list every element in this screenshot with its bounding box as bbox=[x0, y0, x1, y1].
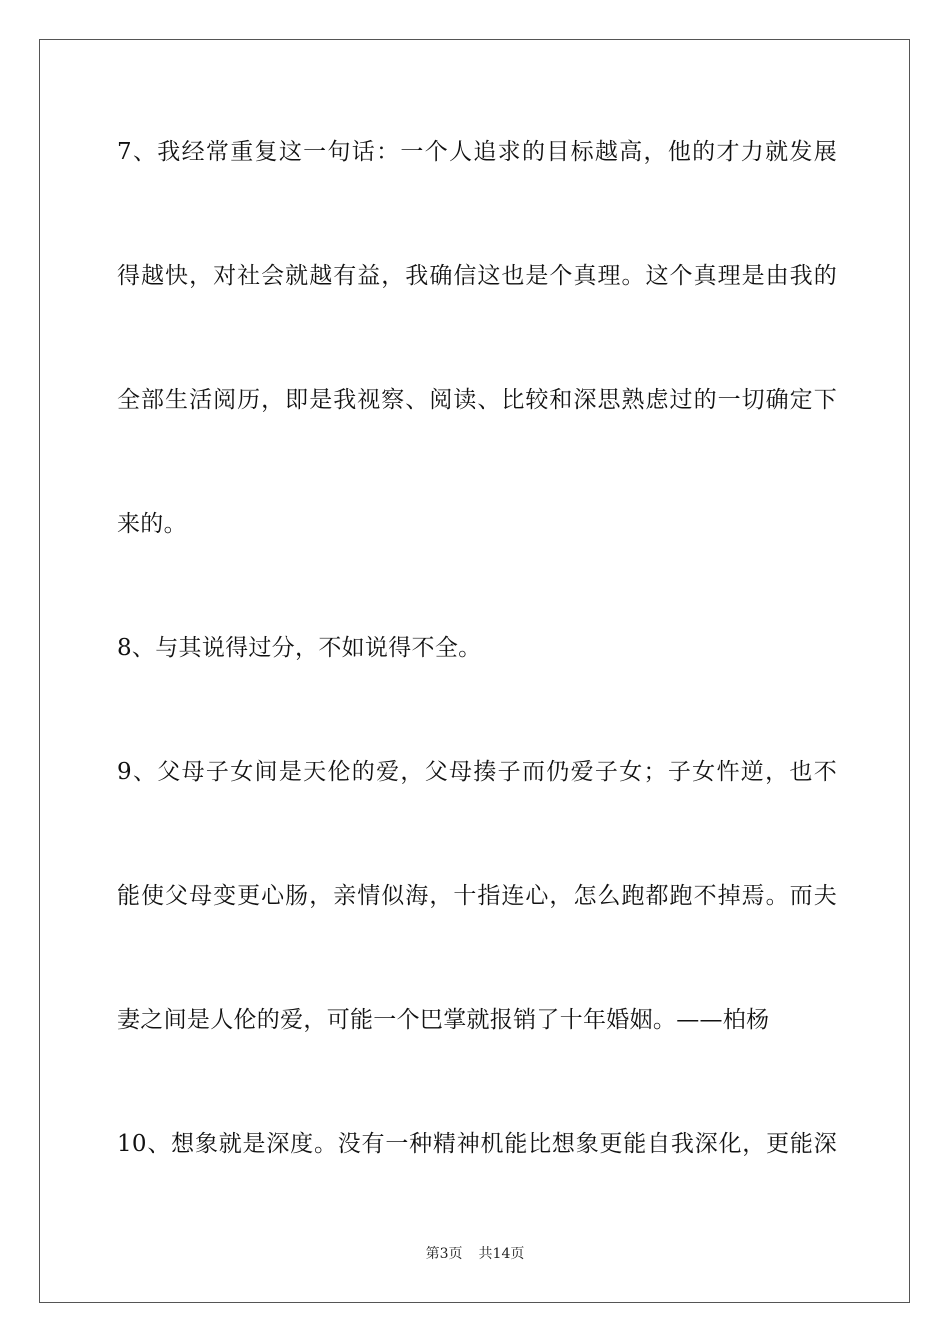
paragraph-7-line-2: 得越快，对社会就越有益，我确信这也是个真理。这个真理是由我的 bbox=[117, 263, 837, 289]
paragraph-7-line-4: 来的。 bbox=[117, 511, 187, 537]
page-frame bbox=[39, 39, 910, 1303]
paragraph-10-line-1: 10、想象就是深度。没有一种精神机能比想象更能自我深化，更能深 bbox=[117, 1131, 837, 1157]
paragraph-9-line-3: 妻之间是人伦的爱，可能一个巴掌就报销了十年婚姻。——柏杨 bbox=[117, 1007, 770, 1033]
page-number: 第3页 bbox=[425, 1246, 463, 1262]
paragraph-7-line-1: 7、我经常重复这一句话：一个人追求的目标越高，他的才力就发展 bbox=[117, 139, 837, 165]
page-footer bbox=[0, 1245, 950, 1263]
paragraph-7-line-3: 全部生活阅历，即是我视察、阅读、比较和深思熟虑过的一切确定下 bbox=[117, 387, 837, 413]
paragraph-9-line-2: 能使父母变更心肠，亲情似海，十指连心，怎么跑都跑不掉焉。而夫 bbox=[117, 883, 837, 909]
paragraph-8-line-1: 8、与其说得过分，不如说得不全。 bbox=[117, 635, 482, 661]
paragraph-9-line-1: 9、父母子女间是天伦的爱，父母揍子而仍爱子女；子女忤逆，也不 bbox=[117, 759, 837, 785]
page-total: 共14页 bbox=[478, 1246, 525, 1262]
